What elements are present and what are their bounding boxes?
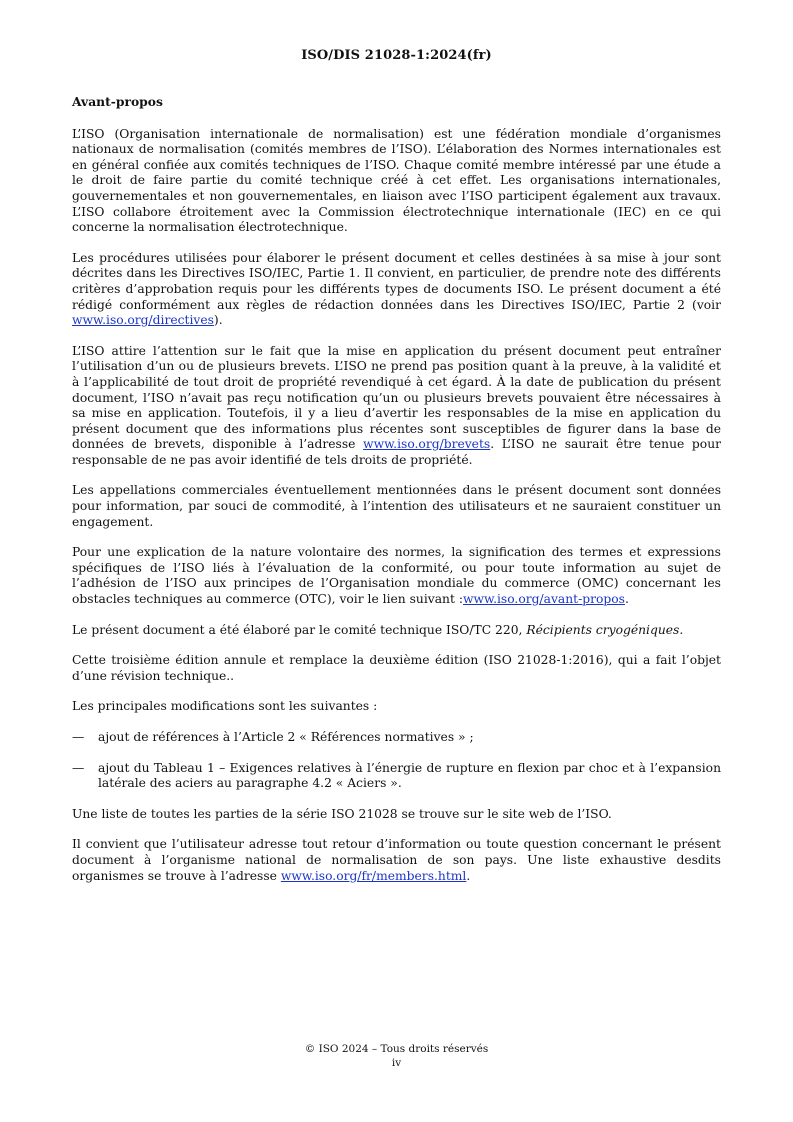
paragraph-text: Les appellations commerciales éventuellement mentionnées dans le présent document sont données pour information, par souci de commodité, à l’intention des utilisateurs et ne sauraient constituer un engagement. bbox=[72, 483, 721, 529]
members-link[interactable]: www.iso.org/fr/members.html bbox=[280, 868, 467, 883]
paragraph-committee bbox=[72, 623, 721, 639]
paragraph-edition bbox=[72, 653, 721, 684]
paragraph-text: Il convient que l’utilisateur adresse tout retour d’information ou toute question concernant le présent document à l’organisme national de normalisation de son pays. Une liste exhaustive desdits organismes se trouve à l’adresse bbox=[72, 837, 721, 883]
paragraph-iso-intro bbox=[72, 127, 721, 236]
paragraph-text-end: ). bbox=[213, 313, 223, 328]
paragraph-changes-intro bbox=[72, 699, 721, 715]
section-title: Avant-propos bbox=[72, 94, 163, 109]
paragraph-text: L’ISO attire l’attention sur le fait que la mise en application du présent document peut entraîner l’utilisation d’un ou de plusieurs brevets. L’ISO ne prend pas position quant à la preuve, à la validité et à l’applicabilité de tout droit de propriété revendiqué à cet égard. À la date de publication du présent document, l’ISO n’avait pas reçu notification qu’un ou plusieurs brevets pouvaient être nécessaires à sa mise en application. Toutefois, il y a lieu d’avertir les responsables de la mise en application du présent document que des informations plus récentes sont susceptibles de figurer dans la base de données de brevets, disponible à l’adresse bbox=[72, 343, 721, 452]
committee-title: Récipients cryogéniques. bbox=[526, 622, 684, 637]
paragraph-text: L’ISO (Organisation internationale de normalisation) est une fédération mondiale d’organismes nationaux de normalisation (comités membres de l’ISO). L’élaboration des Normes internationales est en général confiée aux comités techniques de l’ISO. Chaque comité membre intéressé par une étude a le droit de faire partie du comité technique créé à cet effet. Les organisations internationales, gouvernementales et non gouvernementales, en liaison avec l’ISO participent également aux travaux. L’ISO collabore étroitement avec la Commission électrotechnique internationale (IEC) en ce qui concerne la normalisation électrotechnique. bbox=[72, 126, 721, 235]
list-item-text: ajout de références à l’Article 2 « Références normatives » ; bbox=[98, 730, 474, 744]
paragraph-trade-names bbox=[72, 483, 721, 530]
paragraph-patents bbox=[72, 344, 721, 469]
page-number: iv bbox=[391, 1057, 402, 1069]
paragraph-text: Cette troisième édition annule et remplace la deuxième édition (ISO 21028-1:2016), qui a fait l’objet d’une révision technique.. bbox=[72, 653, 721, 683]
document-id-header: ISO/DIS 21028-1:2024(fr) bbox=[301, 48, 492, 63]
paragraph-text: Pour une explication de la nature volontaire des normes, la signification des termes et expressions spécifiques de l’ISO liés à l’évaluation de la conformité, ou pour toute information au sujet de l’adhésion de l’ISO aux principes de l’Organisation mondiale du commerce (OMC) concernant les obstacles techniques au commerce (OTC), voir le lien suivant : bbox=[72, 545, 721, 607]
foreword-link[interactable]: www.iso.org/avant-propos bbox=[462, 592, 625, 607]
dash-bullet: — bbox=[72, 730, 85, 744]
paragraph-text: Le présent document a été élaboré par le comité technique ISO/TC 220, bbox=[72, 622, 527, 637]
paragraph-text-end: . L’ISO ne saurait être tenue pour responsable de ne pas avoir identifié de tels droits de propriété. bbox=[72, 437, 721, 467]
list-item-text: ajout du Tableau 1 – Exigences relatives à l’énergie de rupture en flexion par choc et à l’expansion latérale des aciers au paragraphe 4.2 « Aciers ». bbox=[98, 760, 721, 791]
paragraph-text-end: . bbox=[466, 868, 471, 883]
list-item bbox=[72, 730, 721, 746]
paragraph-voluntary-nature bbox=[72, 545, 721, 607]
paragraph-text: Les principales modifications sont les suivantes : bbox=[72, 699, 378, 714]
list-item bbox=[72, 761, 721, 792]
directives-link[interactable]: www.iso.org/directives bbox=[72, 313, 214, 328]
paragraph-text: Les procédures utilisées pour élaborer le présent document et celles destinées à sa mise à jour sont décrites dans les Directives ISO/IEC, Partie 1. Il convient, en particulier, de prendre note des différents critères d’approbation requis pour les différents types de documents ISO. Le présent document a été rédigé conformément aux règles de rédaction données dans les Directives ISO/IEC, Partie 2 (voir bbox=[72, 250, 721, 312]
page-footer bbox=[0, 1042, 793, 1070]
paragraph-series-list bbox=[72, 807, 721, 823]
paragraph-feedback bbox=[72, 837, 721, 884]
document-body bbox=[72, 94, 721, 899]
patents-link[interactable]: www.iso.org/brevets bbox=[363, 437, 491, 452]
paragraph-procedures bbox=[72, 251, 721, 329]
paragraph-text-end: . bbox=[625, 592, 629, 607]
dash-bullet: — bbox=[72, 760, 85, 775]
copyright-notice: © ISO 2024 – Tous droits réservés bbox=[304, 1043, 489, 1055]
paragraph-text: Une liste de toutes les parties de la série ISO 21028 se trouve sur le site web de l’ISO. bbox=[72, 806, 612, 821]
